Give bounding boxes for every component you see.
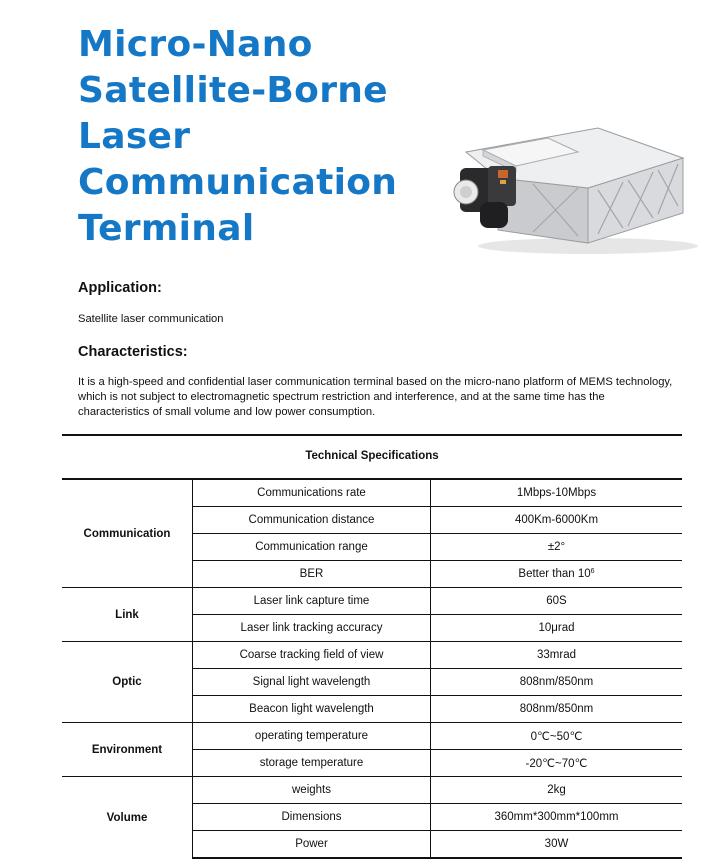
title-line: Communication [78,162,398,203]
table-top-rule [62,434,682,436]
title-line: Terminal [78,208,255,249]
value-cell: 2kg [431,777,683,804]
value-cell: 808nm/850nm [431,696,683,723]
param-cell: Signal light wavelength [193,669,431,696]
value-text: Better than 10 [518,568,591,580]
param-cell: Beacon light wavelength [193,696,431,723]
characteristics-text: It is a high-speed and confidential laser communication terminal based on the micro-nano platform of MEMS technology, which is not subject to electromagnetic spectrum restriction and interference, and at the same time has the characteristics of small volume and low power consumption. [78,376,673,418]
category-cell: Optic [62,642,193,723]
value-exponent: 6 [590,568,595,575]
table-row [62,723,682,750]
application-heading: Application: [78,280,162,296]
param-cell: Laser link tracking accuracy [193,615,431,642]
param-cell: Laser link capture time [193,588,431,615]
category-cell: Communication [62,479,193,588]
param-cell: Communications rate [193,479,431,507]
category-cell: Link [62,588,193,642]
specs-title: Technical Specifications [305,450,439,462]
characteristics-heading: Characteristics: [78,344,188,360]
value-cell: 0℃~50℃ [431,723,683,750]
product-image [438,118,700,258]
title-line: Micro-Nano [78,24,313,65]
category-cell: Volume [62,777,193,859]
value-cell: ±2° [431,534,683,561]
table-row [62,588,682,615]
value-cell: 360mm*300mm*100mm [431,804,683,831]
value-cell: 33mrad [431,642,683,669]
table-row [62,479,682,507]
specs-table [62,478,682,859]
value-cell [431,561,683,588]
table-row [62,642,682,669]
param-cell: Coarse tracking field of view [193,642,431,669]
param-cell: Communication distance [193,507,431,534]
param-cell: weights [193,777,431,804]
value-cell: 1Mbps-10Mbps [431,479,683,507]
value-cell: 60S [431,588,683,615]
param-cell: Dimensions [193,804,431,831]
value-cell: 400Km-6000Km [431,507,683,534]
param-cell: BER [193,561,431,588]
table-row [62,777,682,804]
value-cell: 808nm/850nm [431,669,683,696]
param-cell: storage temperature [193,750,431,777]
page-title [78,22,458,252]
param-cell: Communication range [193,534,431,561]
category-cell: Environment [62,723,193,777]
title-line: Satellite-Borne [78,70,388,111]
value-cell: 30W [431,831,683,859]
value-cell: -20℃~70℃ [431,750,683,777]
application-text: Satellite laser communication [78,313,224,325]
value-cell: 10μrad [431,615,683,642]
param-cell: Power [193,831,431,859]
title-line: Laser [78,116,191,157]
param-cell: operating temperature [193,723,431,750]
